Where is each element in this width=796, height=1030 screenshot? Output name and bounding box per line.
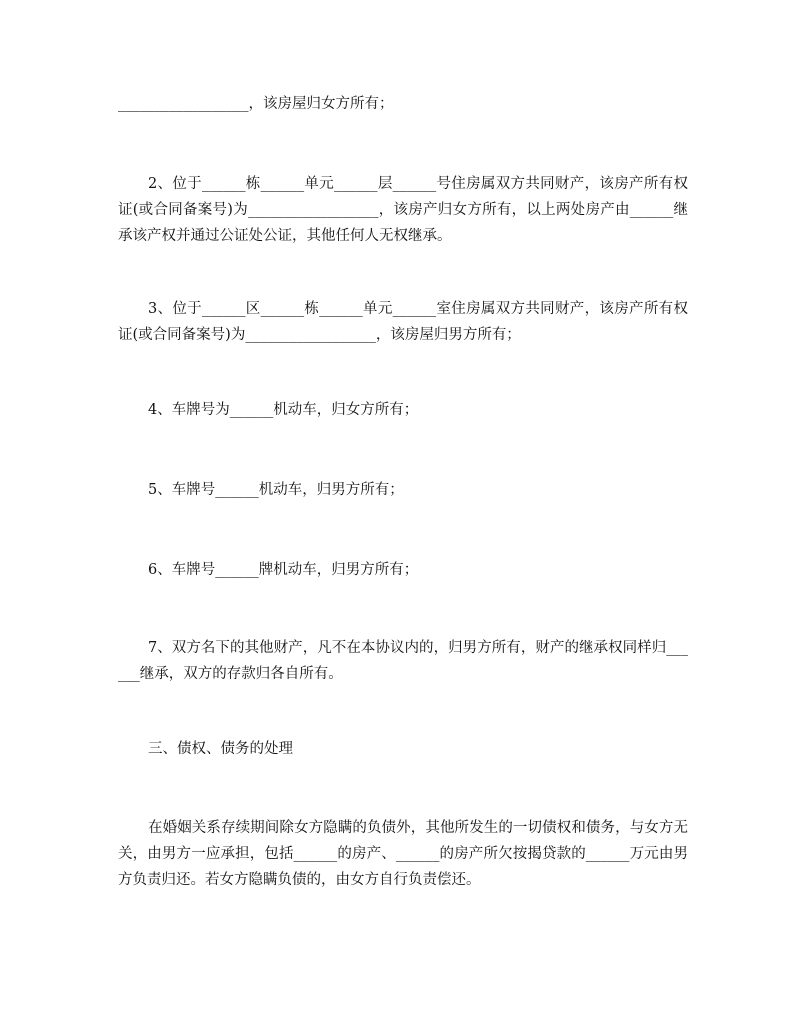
section-heading-debts: 三、债权、债务的处理 xyxy=(148,741,293,757)
paragraph-house-female-continued: __________________，该房屋归女方所有； xyxy=(118,96,394,112)
paragraph-item-6-vehicle: 6、车牌号______牌机动车，归男方所有； xyxy=(148,562,419,578)
paragraph-item-5-vehicle: 5、车牌号______机动车，归男方所有； xyxy=(148,482,404,498)
paragraph-item-4-vehicle: 4、车牌号为______机动车，归女方所有； xyxy=(148,402,419,418)
paragraph-debt-handling: 在婚姻关系存续期间除女方隐瞒的负债外，其他所发生的一切债权和债务，与女方无关，由男方一应承担，包括______的房产、______的房产所欠按揭贷款的______万元由男方负责归还。若女方隐瞒负债的，由女方自行负责偿还。 xyxy=(118,820,688,888)
paragraph-item-2-house: 2、位于______栋______单元______层______号住房属双方共同财产，该房产所有权证(或合同备案号)为__________________，该房产归女方所有，以上两处房产由______继承该产权并通过公证处公证，其他任何人无权继承。 xyxy=(118,176,688,244)
paragraph-item-7-other-property: 7、双方名下的其他财产，凡不在本协议内的，归男方所有，财产的继承权同样归______继承，双方的存款归各自所有。 xyxy=(118,640,688,682)
paragraph-item-3-house: 3、位于______区______栋______单元______室住房属双方共同财产，该房产所有权证(或合同备案号)为__________________，该房屋归男方所有； xyxy=(118,301,688,343)
